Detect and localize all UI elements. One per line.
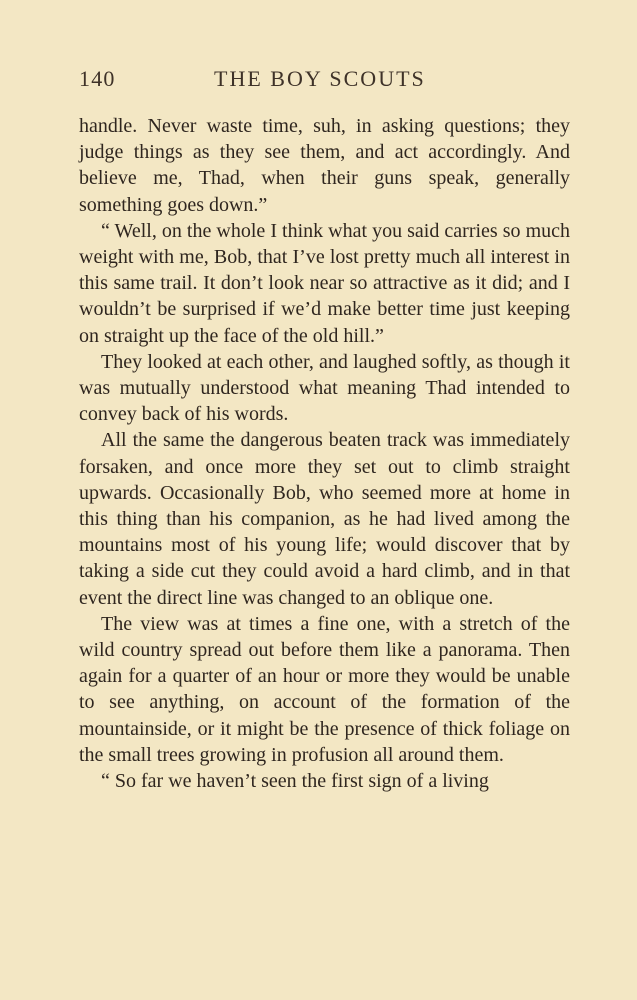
page-number: 140 bbox=[79, 66, 116, 91]
page-header bbox=[79, 66, 570, 98]
page-body-text bbox=[79, 113, 570, 794]
paragraph-dialogue-thad: “ Well, on the whole I think what you said carries so much weight with me, Bob, that I’ve lost pretty much all interest in this same trail. It don’t look near so attractive as it did; and I wouldn’t be surprised if we’d make better time just keeping on straight up the face of the old hill.” bbox=[79, 219, 570, 347]
paragraph-looked-at-each-other: They looked at each other, and laughed softly, as though it was mutually understood what meaning Thad intended to convey back of his words. bbox=[79, 350, 570, 426]
running-head-title: THE BOY SCOUTS bbox=[214, 66, 426, 91]
paragraph-beaten-track-forsaken: All the same the dangerous beaten track was immediately forsaken, and once more they set out to climb straight upwards. Occasionally Bob, who seemed more at home in this thing than his companion, as he had lived among the mountains most of his young life; would discover that by taking a side cut they could avoid a hard climb, and in that event the direct line was changed to an oblique one. bbox=[79, 429, 570, 609]
paragraph-view-description: The view was at times a fine one, with a stretch of the wild country spread out before them like a panorama. Then again for a quarter of an hour or more they would be unable to see anything, on account of the formation of the mountainside, or it might be the presence of thick foliage on the small trees growing in profusion all around them. bbox=[79, 612, 570, 766]
paragraph-continuation: handle. Never waste time, suh, in asking questions; they judge things as they see them, and act accordingly. And believe me, Thad, when their guns speak, generally something goes down.” bbox=[79, 115, 570, 216]
paragraph-living-sign: “ So far we haven’t seen the first sign of a living bbox=[101, 770, 489, 793]
